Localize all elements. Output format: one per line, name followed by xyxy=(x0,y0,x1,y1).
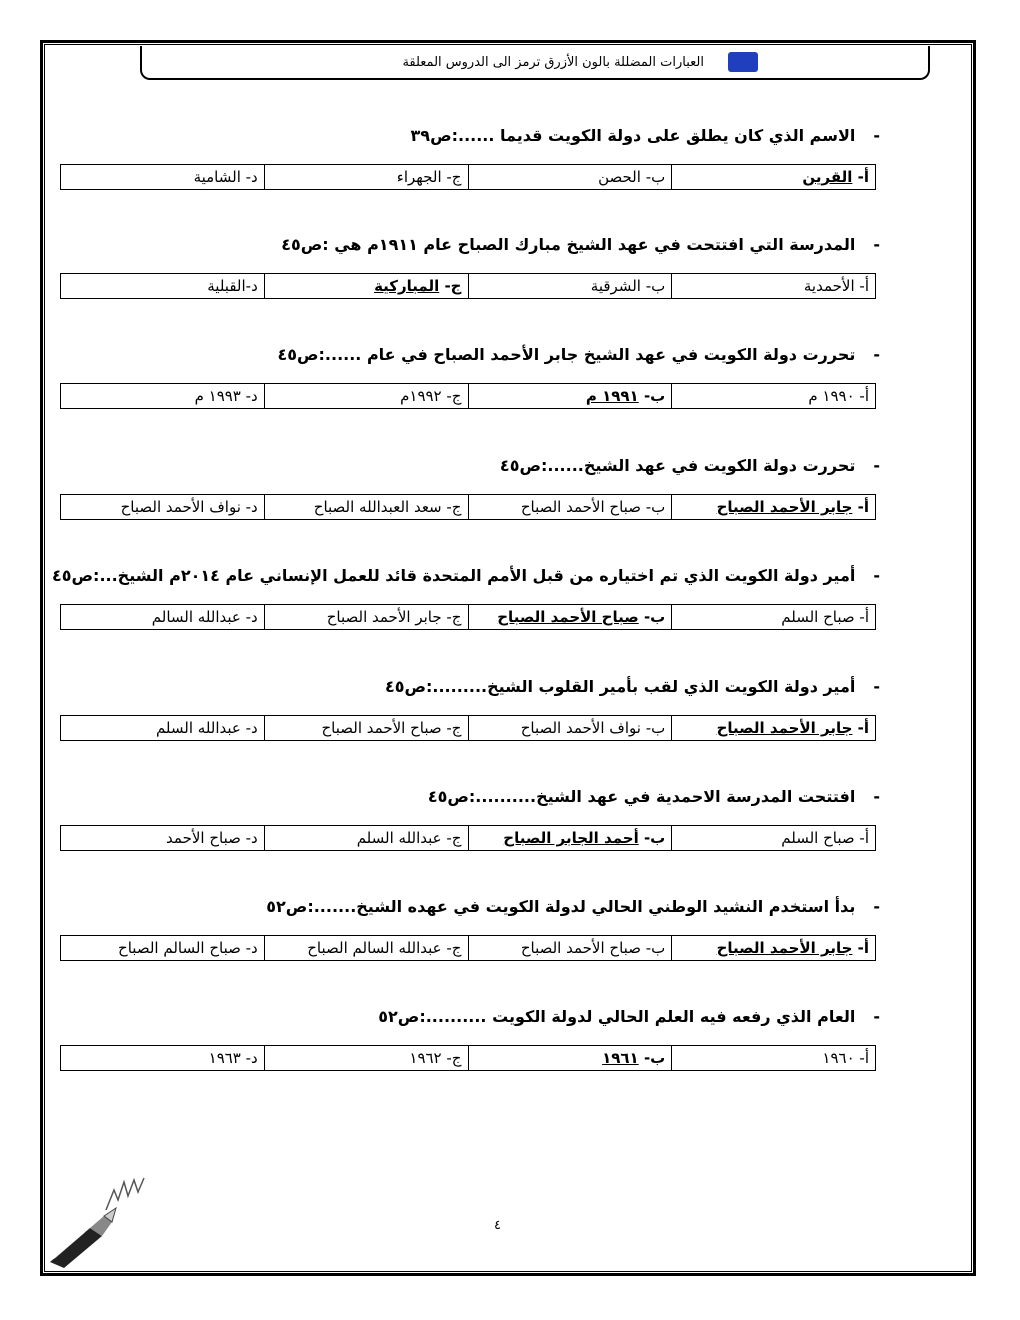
option-cell: أ- جابر الأحمد الصباح xyxy=(671,495,875,519)
option-cell: ب- صباح الأحمد الصباح xyxy=(468,495,672,519)
option-cell: د- ١٩٩٣ م xyxy=(194,387,258,405)
option-cell: أ- الأحمدية xyxy=(671,274,875,298)
option-cell: ج- الجهراء xyxy=(264,165,468,189)
options-row xyxy=(60,383,876,409)
option-cell: ج- سعد العبدالله الصباح xyxy=(264,495,468,519)
question-text: -تحررت دولة الكويت في عهد الشيخ جابر الأحمد الصباح في عام ......:ص٤٥ xyxy=(277,345,880,364)
option-cell: د- نواف الأحمد الصباح xyxy=(120,498,258,516)
options-row xyxy=(60,273,876,299)
option-cell: د- عبدالله السلم xyxy=(155,719,258,737)
page-number: ٤ xyxy=(494,1218,501,1233)
option-cell: د- صباح السالم الصباح xyxy=(118,939,258,957)
option-cell: ب- أحمد الجابر الصباح xyxy=(468,826,672,850)
question-text: -بدأ استخدم النشيد الوطني الحالي لدولة الكويت في عهده الشيخ.......:ص٥٢ xyxy=(266,897,880,916)
question-text: -أمير دولة الكويت الذي لقب بأمير القلوب الشيخ.........:ص٤٥ xyxy=(384,677,880,696)
option-cell: ب- نواف الأحمد الصباح xyxy=(468,716,672,740)
option-cell: ج- صباح الأحمد الصباح xyxy=(264,716,468,740)
option-cell: ج- ١٩٦٢ xyxy=(264,1046,468,1070)
options-row xyxy=(60,715,876,741)
option-cell: ج- المباركية xyxy=(264,274,468,298)
legend-swatch xyxy=(728,52,758,72)
option-cell: أ- ١٩٩٠ م xyxy=(671,384,875,408)
options-row xyxy=(60,494,876,520)
option-cell: ب- ١٩٩١ م xyxy=(468,384,672,408)
option-cell: د- الشامية xyxy=(193,168,258,186)
option-cell: أ- ١٩٦٠ xyxy=(671,1046,875,1070)
page-border-inner xyxy=(44,44,972,1272)
option-cell: أ- جابر الأحمد الصباح xyxy=(671,716,875,740)
option-cell: ب- الحصن xyxy=(468,165,672,189)
question-text: -تحررت دولة الكويت في عهد الشيخ......:ص٤٥ xyxy=(499,456,880,475)
option-cell: ب- صباح الأحمد الصباح xyxy=(468,605,672,629)
option-cell: د- عبدالله السالم xyxy=(151,608,258,626)
question-text: -أمير دولة الكويت الذي تم اختياره من قبل الأمم المتحدة قائد للعمل الإنساني عام ٢٠١٤م الشيخ...:ص٤٥ xyxy=(51,566,880,585)
option-cell: أ- جابر الأحمد الصباح xyxy=(671,936,875,960)
option-cell: ب- صباح الأحمد الصباح xyxy=(468,936,672,960)
question-text: -الاسم الذي كان يطلق على دولة الكويت قديما ......:ص٣٩ xyxy=(410,126,880,145)
option-cell: ج- ١٩٩٢م xyxy=(264,384,468,408)
option-cell: ج- عبدالله السالم الصباح xyxy=(264,936,468,960)
options-row xyxy=(60,1045,876,1071)
option-cell: د- ١٩٦٣ xyxy=(208,1049,258,1067)
option-cell: ج- عبدالله السلم xyxy=(264,826,468,850)
option-cell: ب- الشرقية xyxy=(468,274,672,298)
option-cell: أ- صباح السلم xyxy=(671,605,875,629)
option-cell: د-القبلية xyxy=(207,277,258,295)
question-text: -افتتحت المدرسة الاحمدية في عهد الشيخ..........:ص٤٥ xyxy=(427,787,880,806)
option-cell: د- صباح الأحمد xyxy=(166,829,258,847)
options-row xyxy=(60,825,876,851)
option-cell: ج- جابر الأحمد الصباح xyxy=(264,605,468,629)
legend-header xyxy=(140,46,930,80)
option-cell: ب- ١٩٦١ xyxy=(468,1046,672,1070)
option-cell: أ- القرين xyxy=(671,165,875,189)
question-text: -العام الذي رفعه فيه العلم الحالي لدولة الكويت ..........:ص٥٢ xyxy=(378,1007,880,1026)
options-row xyxy=(60,164,876,190)
options-row xyxy=(60,935,876,961)
legend-text: العبارات المضللة بالون الأزرق ترمز الى الدروس المعلقة xyxy=(402,54,704,70)
option-cell: أ- صباح السلم xyxy=(671,826,875,850)
fountain-pen-icon xyxy=(44,1170,154,1270)
question-text: -المدرسة التي افتتحت في عهد الشيخ مبارك الصباح عام ١٩١١م هي :ص٤٥ xyxy=(281,235,880,254)
options-row xyxy=(60,604,876,630)
